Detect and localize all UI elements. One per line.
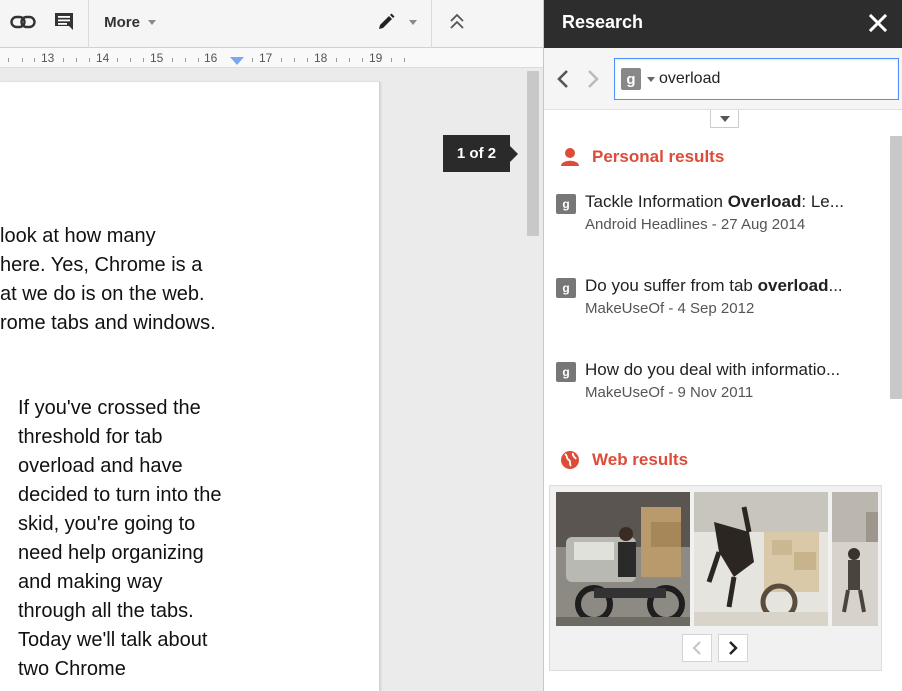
result-meta: MakeUseOf - 9 Nov 2011 — [585, 384, 754, 401]
ruler-tick — [117, 58, 118, 62]
ruler-tick — [281, 58, 282, 62]
research-panel — [543, 0, 902, 691]
text-line: threshold for tab — [18, 426, 163, 448]
right-indent-marker[interactable] — [230, 57, 244, 65]
result-date: 27 Aug 2014 — [720, 216, 806, 233]
forward-arrow-icon[interactable] — [584, 68, 602, 90]
ruler-tick — [63, 58, 64, 62]
insert-link-button[interactable] — [8, 8, 38, 36]
pencil-icon — [377, 13, 395, 31]
result-source: Android Headlines — [585, 216, 708, 233]
horizontal-ruler[interactable] — [0, 48, 543, 68]
collapse-menus-button[interactable] — [444, 8, 470, 36]
ruler-number: 19 — [369, 51, 383, 65]
result-title-text: Tackle Information — [585, 192, 728, 211]
text-line: If you've crossed the — [18, 397, 201, 419]
ruler-tick — [404, 58, 405, 62]
ruler-tick — [143, 58, 144, 62]
link-icon — [10, 15, 36, 29]
ruler-tick — [307, 58, 308, 62]
ruler-tick — [89, 58, 90, 62]
result-title-text: : Le... — [801, 192, 844, 211]
text-line: and making way — [18, 571, 163, 593]
text-line: skid, you're going to — [18, 513, 196, 535]
result-title[interactable] — [585, 192, 877, 212]
ruler-tick — [362, 58, 363, 62]
ruler-number: 15 — [150, 51, 164, 65]
double-chevron-up-icon — [450, 14, 464, 30]
web-results-label: Web results — [592, 450, 689, 469]
editing-mode-button[interactable] — [372, 8, 422, 36]
result-title[interactable] — [585, 360, 877, 380]
document-scrollbar[interactable] — [527, 71, 539, 236]
result-title-text: How do you deal with informatio... — [585, 360, 841, 379]
web-results-header — [560, 450, 688, 470]
result-source: MakeUseOf — [585, 300, 665, 317]
close-icon[interactable] — [867, 12, 889, 34]
text-line: overload and have — [18, 455, 183, 477]
page-indicator: 1 of 2 — [443, 135, 510, 172]
result-title-highlight: Overload — [727, 192, 802, 211]
more-label: More — [104, 13, 140, 31]
result-date: 4 Sep 2012 — [677, 300, 755, 317]
research-search-box[interactable] — [614, 58, 899, 100]
result-meta: MakeUseOf - 4 Sep 2012 — [585, 300, 755, 317]
document-page[interactable] — [0, 81, 380, 691]
result-date: 9 Nov 2011 — [677, 384, 754, 401]
text-line: rome tabs and windows. — [0, 312, 216, 334]
personal-results-label: Personal results — [592, 147, 725, 166]
ruler-tick — [391, 58, 392, 62]
paragraph-cut-off[interactable] — [0, 222, 216, 338]
ruler-number: 18 — [314, 51, 328, 65]
ruler-tick — [185, 58, 186, 62]
ruler-tick — [22, 58, 23, 62]
google-plus-doc-icon: g — [556, 194, 576, 214]
text-line: two Chrome — [18, 658, 126, 680]
result-title-text: ... — [828, 276, 843, 295]
ruler-tick — [294, 58, 295, 62]
google-plus-doc-icon: g — [556, 362, 576, 382]
paragraph-main[interactable] — [18, 394, 221, 684]
toolbar-separator — [88, 0, 89, 48]
result-meta: Android Headlines - 27 Aug 2014 — [585, 216, 806, 233]
result-source: MakeUseOf — [585, 384, 665, 401]
ruler-number: 16 — [204, 51, 218, 65]
text-line: decided to turn into the — [18, 484, 222, 506]
ruler-tick — [8, 58, 9, 62]
insert-comment-button[interactable] — [50, 8, 78, 36]
text-line: through all the tabs. — [18, 600, 194, 622]
ruler-tick — [34, 58, 35, 62]
carousel-prev-button[interactable] — [682, 634, 712, 662]
result-title-highlight: overload — [757, 276, 829, 295]
research-title: Research — [562, 12, 644, 32]
web-image-carousel — [549, 485, 882, 671]
web-result-image[interactable] — [694, 492, 828, 626]
ruler-tick — [130, 58, 131, 62]
chevron-right-icon — [727, 640, 739, 656]
text-line: at we do is on the web. — [0, 283, 205, 305]
ruler-tick — [336, 58, 337, 62]
web-result-image[interactable] — [556, 492, 690, 626]
carousel-next-button[interactable] — [718, 634, 748, 662]
ruler-number: 13 — [41, 51, 55, 65]
chevron-left-icon — [691, 640, 703, 656]
research-header — [544, 0, 902, 48]
person-icon — [560, 147, 580, 167]
more-menu-button[interactable] — [96, 8, 164, 36]
chevron-down-icon[interactable] — [647, 77, 655, 82]
search-engine-icon[interactable]: g — [621, 68, 641, 90]
ruler-tick — [349, 58, 350, 62]
google-plus-doc-icon: g — [556, 278, 576, 298]
comment-icon — [53, 11, 75, 33]
document-canvas[interactable] — [0, 69, 543, 691]
docs-toolbar — [0, 0, 543, 48]
text-line: Today we'll talk about — [18, 629, 208, 651]
chevron-down-icon — [409, 20, 417, 25]
globe-icon — [560, 450, 580, 470]
personal-results-header — [560, 147, 724, 167]
ruler-tick — [198, 58, 199, 62]
ruler-number: 17 — [259, 51, 273, 65]
toolbar-separator — [431, 0, 432, 48]
ruler-tick — [76, 58, 77, 62]
ruler-tick — [252, 58, 253, 62]
ruler-tick — [172, 58, 173, 62]
ruler-number: 14 — [96, 51, 110, 65]
result-title[interactable] — [585, 276, 877, 296]
research-search-row — [544, 48, 902, 110]
back-arrow-icon[interactable] — [554, 68, 572, 90]
text-line: need help organizing — [18, 542, 204, 564]
web-result-image[interactable] — [832, 492, 878, 626]
result-title-text: Do you suffer from tab — [585, 276, 758, 295]
research-search-input[interactable] — [659, 68, 889, 90]
chevron-down-icon — [148, 20, 156, 25]
text-line: here. Yes, Chrome is a — [0, 254, 203, 276]
research-scrollbar[interactable] — [890, 136, 902, 399]
text-line: look at how many — [0, 225, 156, 247]
